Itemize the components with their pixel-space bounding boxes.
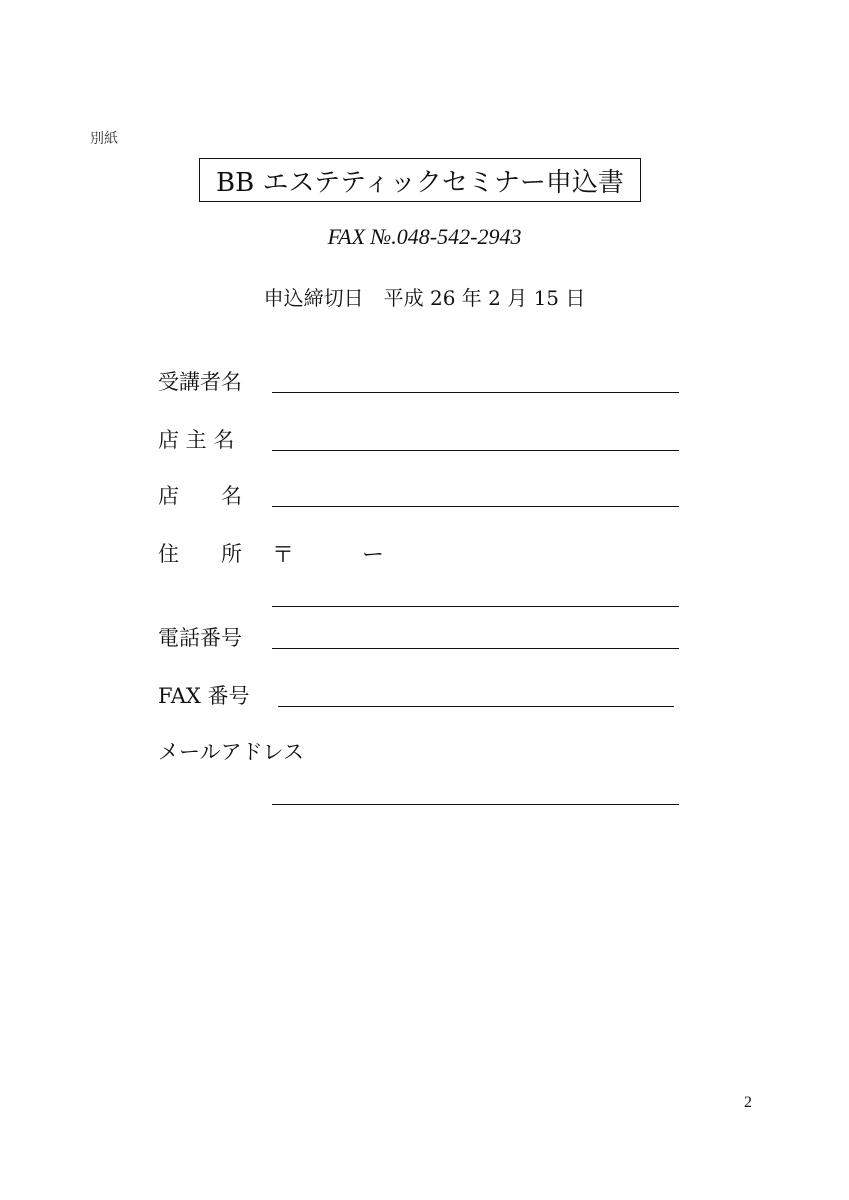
page-number: 2 bbox=[744, 1094, 752, 1111]
fax-number: FAX №.048-542-2943 bbox=[327, 224, 522, 249]
attendee-name-line[interactable] bbox=[272, 392, 679, 393]
deadline-text: 申込締切日 平成 26 年 2 月 15 日 bbox=[263, 286, 586, 310]
postal-mark: 〒 bbox=[272, 543, 295, 568]
email-address-line[interactable] bbox=[272, 804, 679, 805]
phone-number-label: 電話番号 bbox=[158, 626, 242, 650]
postal-code-dash: ー bbox=[362, 543, 385, 568]
shop-name-line[interactable] bbox=[272, 506, 679, 507]
phone-number-line[interactable] bbox=[272, 648, 679, 649]
fax-number-line[interactable] bbox=[278, 706, 674, 707]
attendee-name-label: 受講者名 bbox=[158, 370, 242, 394]
address-line[interactable] bbox=[272, 606, 679, 607]
fax-number-label: FAX 番号 bbox=[158, 684, 250, 708]
owner-name-label: 店 主 名 bbox=[158, 428, 235, 452]
form-title: BB エステティックセミナー申込書 bbox=[199, 158, 641, 202]
owner-name-line[interactable] bbox=[272, 450, 679, 451]
address-label: 住 所 bbox=[158, 542, 242, 566]
email-address-label: メールアドレス bbox=[158, 740, 304, 764]
attachment-label: 別紙 bbox=[90, 131, 118, 147]
shop-name-label: 店 名 bbox=[158, 484, 242, 508]
